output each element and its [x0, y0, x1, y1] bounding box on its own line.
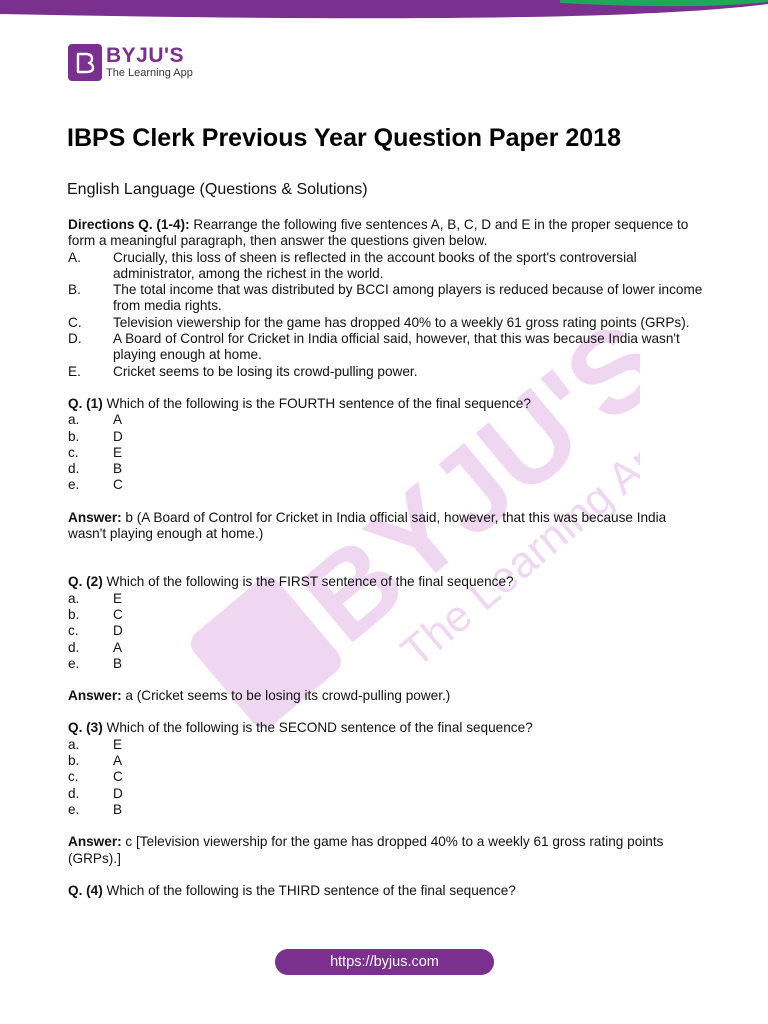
answer-2 [68, 688, 708, 704]
sentence-text: A Board of Control for Cricket in India official said, however, that this was because India wasn't playing enough at home. [113, 331, 680, 363]
sentence-text: Crucially, this loss of sheen is reflected in the account books of the sport's controversial administrator, among the richest in the world. [113, 249, 637, 281]
sentence-item: E. Cricket seems to be losing its crowd-pulling power. [68, 363, 418, 379]
page-subtitle: English Language (Questions & Solutions) [67, 181, 368, 198]
answer-1 [68, 510, 708, 543]
sentence-item: D. A Board of Control for Cricket in India official said, however, that this was because India wasn't playing enough at home. [68, 331, 708, 364]
sentence-item: A. Crucially, this loss of sheen is reflected in the account books of the sport's controversial administrator, among the richest in the world. [68, 250, 708, 283]
option-item: b. C [68, 606, 123, 622]
option-item: e. B [68, 801, 123, 817]
watermark-tagline: The Learning App [392, 416, 640, 677]
option-item: e. B [68, 655, 123, 671]
sentence-item: B. The total income that was distributed by BCCI among players is reduced because of lower income from media rights. [68, 282, 708, 315]
option-item: d. A [68, 639, 123, 655]
sentence-text: The total income that was distributed by BCCI among players is reduced because of lower income from media rights. [113, 282, 703, 314]
question-1 [68, 396, 708, 412]
option-item: c. C [68, 769, 123, 785]
option-item: e. C [68, 477, 123, 493]
brand-tagline: The Learning App [106, 67, 193, 79]
directions-label: Directions Q. (1-4): [68, 217, 190, 232]
question-text: Which of the following is the FIRST sentence of the final sequence? [106, 574, 514, 590]
footer-url-link[interactable]: https://byjus.com [275, 949, 494, 975]
brand-name: BYJU'S [106, 44, 185, 67]
answer-label: Answer: [68, 834, 122, 850]
option-item: c. E [68, 444, 123, 460]
sentence-text: Television viewership for the game has dropped 40% to a weekly 61 gross rating points (GRPs). [113, 314, 690, 330]
option-item: b. A [68, 753, 123, 769]
option-item: a. A [68, 412, 123, 428]
question-text: Which of the following is the SECOND sentence of the final sequence? [106, 720, 533, 736]
question-3 [68, 720, 708, 736]
document-body [68, 217, 708, 899]
answer-label: Answer: [68, 688, 122, 704]
directions [68, 217, 708, 250]
sentence-text: Cricket seems to be losing its crowd-pulling power. [113, 363, 418, 379]
option-item: d. D [68, 785, 123, 801]
option-item: c. D [68, 623, 123, 639]
brand-logo[interactable] [68, 44, 193, 81]
option-item: a. E [68, 590, 123, 606]
answer-text: a (Cricket seems to be losing its crowd-pulling power.) [125, 688, 451, 704]
answer-3 [68, 834, 708, 867]
question-2 [68, 574, 708, 590]
question-4 [68, 883, 708, 899]
header-decoration [0, 0, 768, 24]
question-label: Q. (4) [68, 882, 103, 898]
answer-text: c [Television viewership for the game has dropped 40% to a weekly 61 gross rating points (GRPs).] [68, 834, 664, 866]
question-label: Q. (2) [68, 574, 103, 590]
page-title: IBPS Clerk Previous Year Question Paper 2018 [67, 124, 621, 152]
watermark-brand: BYJU'S [278, 330, 640, 668]
option-item: a. E [68, 736, 123, 752]
sentence-item: C. Television viewership for the game has dropped 40% to a weekly 61 gross rating points (GRPs). [68, 314, 690, 330]
directions-text: Rearrange the following five sentences A, B, C, D and E in the proper sequence to form a meaningful paragraph, then answer the questions given below. [68, 217, 689, 249]
answer-label: Answer: [68, 509, 122, 525]
question-label: Q. (3) [68, 720, 103, 736]
brand-logo-icon [68, 44, 102, 81]
option-item: d. B [68, 461, 123, 477]
option-item: b. D [68, 428, 123, 444]
answer-text: b (A Board of Control for Cricket in India official said, however, that this was because India wasn't playing enough at home.) [68, 509, 667, 542]
question-label: Q. (1) [68, 395, 103, 411]
question-text: Which of the following is the FOURTH sentence of the final sequence? [106, 395, 531, 411]
question-text: Which of the following is the THIRD sentence of the final sequence? [106, 882, 516, 898]
